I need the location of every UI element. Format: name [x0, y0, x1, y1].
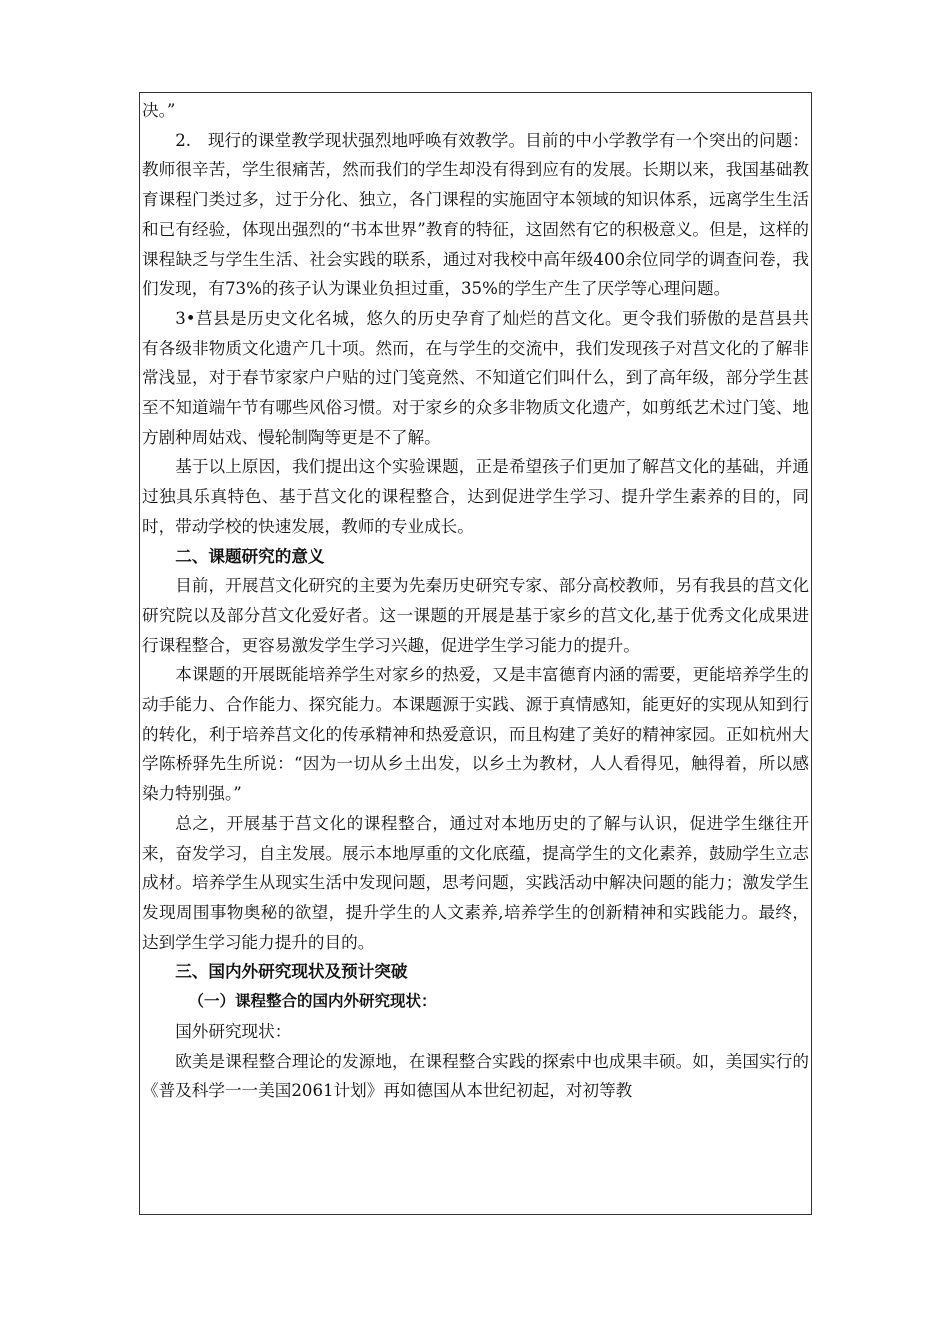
paragraph-project-value: 本课题的开展既能培养学生对家乡的热爱，又是丰富德育内涵的需要，更能培养学生的动手能力、合作能力、探究能力。本课题源于实践、源于真情感知，能更好的实现从知到行的转化，利于培养莒文化的传承精神和热爱意识，而且构建了美好的精神家园。正如杭州大学陈桥驿先生所说：“因为一切从乡土出发，以乡土为教材，人人看得见，触得着，所以感染力特别强。” [142, 665, 809, 804]
paragraph-continuation: 决。” [142, 101, 176, 120]
section-heading-significance: 二、课题研究的意义 [175, 546, 325, 566]
paragraph-europe-america: 欧美是课程整合理论的发源地，在课程整合实践的探索中也成果丰硕。如，美国实行的《普及科学一一美国2061计划》再如德国从本世纪初起，对初等教 [142, 1051, 809, 1101]
document-table-cell [139, 92, 812, 1215]
paragraph-reasons-summary: 基于以上原因，我们提出这个实验课题，正是希望孩子们更加了解莒文化的基础，并通过独具乐真特色、基于莒文化的课程整合，达到促进学生学习、提升学生素养的目的，同时，带动学校的快速发展，教师的专业成长。 [142, 457, 809, 536]
section-heading-research-status: 三、国内外研究现状及预计突破 [175, 962, 408, 982]
paragraph-research-status: 目前，开展莒文化研究的主要为先秦历史研究专家、部分高校教师，另有我县的莒文化研究院以及部分莒文化爱好者。这一课题的开展是基于家乡的莒文化,基于优秀文化成果进行课程整合，更容易激发学生学习兴趣，促进学生学习能力的提升。 [142, 576, 809, 655]
paragraph-foreign-status-label: 国外研究现状： [175, 1021, 292, 1041]
subsection-heading-integration: （一）课程整合的国内外研究现状： [188, 992, 437, 1011]
paragraph-2-teaching-status: 2. 现行的课堂教学现状强烈地呼唤有效教学。目前的中小学教学有一个突出的问题：教师很辛苦，学生很痛苦，然而我们的学生却没有得到应有的发展。长期以来，我国基础教育课程门类过多，过于分化、独立，各门课程的实施固守本领域的知识体系，远离学生生活和已有经验，体现出强烈的“书本世界”教育的特征，这固然有它的积极意义。但是，这样的课程缺乏与学生生活、社会实践的联系，通过对我校中高年级400余位同学的调查问卷，我们发现，有73%的孩子认为课业负担过重，35%的学生产生了厌学等心理问题。 [142, 130, 809, 299]
paragraph-conclusion: 总之，开展基于莒文化的课程整合，通过对本地历史的了解与认识，促进学生继往开来，奋发学习，自主发展。展示本地厚重的文化底蕴，提高学生的文化素养，鼓励学生立志成材。培养学生从现实生活中发现问题，思考问题，实践活动中解决问题的能力；激发学生发现周围事物奥秘的欲望，提升学生的人文素养,培养学生的创新精神和实践能力。最终，达到学生学习能力提升的目的。 [142, 813, 809, 952]
paragraph-3-ju-culture: 3•莒县是历史文化名城，悠久的历史孕育了灿烂的莒文化。更令我们骄傲的是莒县共有各级非物质文化遗产几十项。然而，在与学生的交流中，我们发现孩子对莒文化的了解非常浅显，对于春节家家户户贴的过门笺竟然、不知道它们叫什么，到了高年级，部分学生甚至不知道端午节有哪些风俗习惯。对于家乡的众多非物质文化遗产，如剪纸艺术过门笺、地方剧种周姑戏、慢轮制陶等更是不了解。 [142, 308, 809, 447]
